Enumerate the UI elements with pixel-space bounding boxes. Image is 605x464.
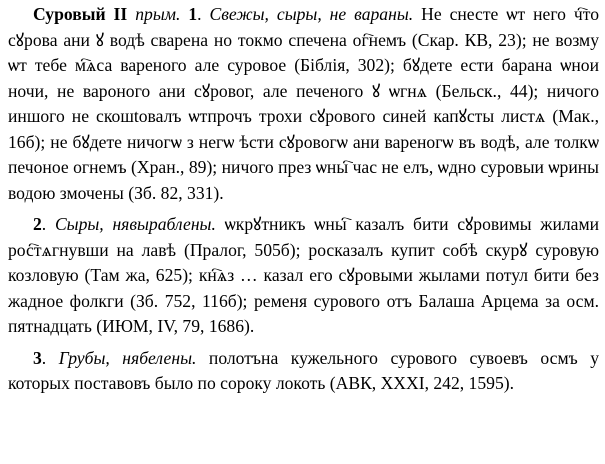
headword: Суровый II [33,4,128,24]
sense-gloss: Свежы, сыры, не вараны. [209,4,414,24]
sense-number: 2 [33,214,42,234]
sense-gloss: Грубы, нябелены. [58,347,197,368]
sense-2-paragraph: 2. Сыры, нявыраблены. ѡкрꙋтникъ ѡны҇ казалъ бити сꙋровимы жилами рос҇тѧгнувши на лавѣ (Пралог, 505б); росказалъ купит собѣ скурꙋ суровую козловую (Там жа, 625); кн҇ѧз … казал его сꙋровыми жылами потул бити без жадное фолкги (Зб. 752, 116б); ременя сурового отъ Балаша Арцема за осм. пятнадцать (ИЮМ, IV, 79, 1686). [8,214,599,336]
sense-3-paragraph: 3. Грубы, нябелены. полотъна кужельного сурового сувоевъ осмъ у которых поставовъ было по сороку локоть (АВК, XXXI, 242, 1595). [8,347,599,393]
sense-citations: полотъна кужельного сурового сувоевъ осмъ у которых поставовъ было по сороку локоть (АВК, XXXI, 242, 1595). [8,347,599,393]
sense-gloss: Сыры, нявыраблены. [54,214,216,234]
part-of-speech: прым. [135,4,181,24]
sense-citations: Не снесте ѡт него ч҇то сꙋрова ани ꙋ водѣ сварена но токмо спечена ог҇немъ (Скар. КВ, 23); не возму ѡт тебе м҇ѧса вареного але суровое (Біблія, 302); бꙋдете ести барана ѡнои ночи, не вароного ани сꙋровог, але печеного ꙋ ѡгнѧ (Бельск., 44); ничого иншого не скошtовалъ ѡтпрочъ трохи сꙋрового синей капꙋсты листѧ (Мак., 16б); не бꙋдете ничогѡ з негѡ ѣсти сꙋровогѡ ани вареногѡ въ водѣ, але толкѡ печоное огнемъ (Хран., 89); ничого през ѡны҇ час не елъ, ѡдно суровыи ѡрины водою змочены (Зб. 82, 331). [8,4,599,203]
sense-number: 3 [33,347,42,368]
sense-number: 1 [188,4,198,24]
sense-citations: ѡкрꙋтникъ ѡны҇ казалъ бити сꙋровимы жилами рос҇тѧгнувши на лавѣ (Пралог, 505б); росказалъ купит собѣ скурꙋ суровую козловую (Там жа, 625); кн҇ѧз … казал его сꙋровыми жылами потул бити без жадное фолкги (Зб. 752, 116б); ременя сурового отъ Балаша Арцема за осм. пятнадцать (ИЮМ, IV, 79, 1686). [8,214,599,336]
sense-1-paragraph: Суровый II прым. 1. Свежы, сыры, не вараны. Не снесте ѡт него ч҇то сꙋрова ани ꙋ водѣ сварена но токмо спечена ог҇немъ (Скар. КВ, 23); не возму ѡт тебе м҇ѧса вареного але суровое (Біблія, 302); бꙋдете ести барана ѡнои ночи, не вароного ани сꙋровог, але печеного ꙋ ѡгнѧ (Бельск., 44); ничого иншого не скошtовалъ ѡтпрочъ трохи сꙋрового синей капꙋсты листѧ (Мак., 16б); не бꙋдете ничогѡ з негѡ ѣсти сꙋровогѡ ани вареногѡ въ водѣ, але толкѡ печоное огнемъ (Хран., 89); ничого през ѡны҇ час не елъ, ѡдно суровыи ѡрины водою змочены (Зб. 82, 331). [8,4,599,203]
